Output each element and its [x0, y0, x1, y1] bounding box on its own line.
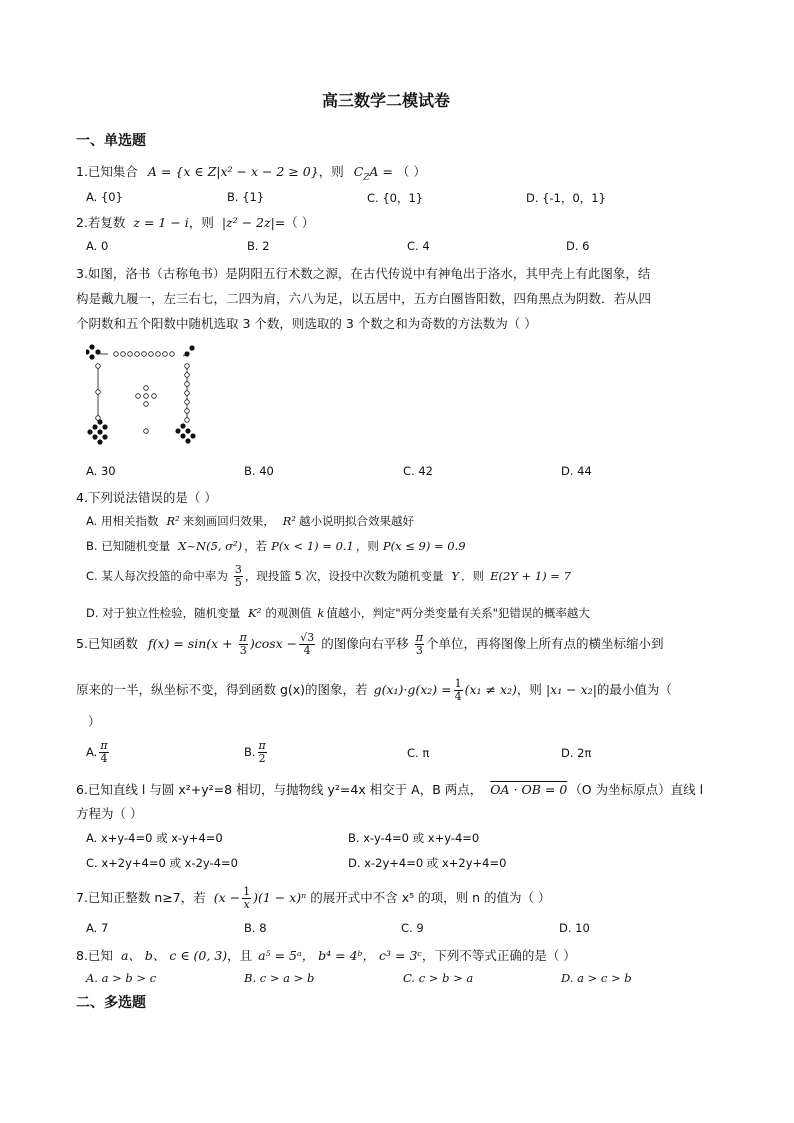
question-7-option-c[interactable]: C. 9: [401, 921, 424, 935]
question-8-option-d[interactable]: D. a > c > b: [561, 971, 632, 985]
question-3-line-3: 个阴数和五个阳数中随机选取 3 个数，则选取的 3 个数之和为奇数的方法数为（ ）: [76, 316, 537, 331]
question-3-option-a[interactable]: A. 30: [86, 464, 116, 478]
question-6-option-a[interactable]: A. x+y-4=0 或 x-y+4=0: [86, 831, 223, 845]
question-6-option-d[interactable]: D. x-2y+4=0 或 x+2y+4=0: [348, 856, 507, 870]
question-7-option-a[interactable]: A. 7: [86, 921, 109, 935]
luoshu-diagram: [86, 342, 206, 448]
question-6-option-c[interactable]: C. x+2y+4=0 或 x-2y-4=0: [86, 856, 238, 870]
question-2-option-b[interactable]: B. 2: [247, 239, 270, 253]
section-heading-single-choice: 一、单选题: [76, 133, 146, 149]
question-8-option-b[interactable]: B. c > a > b: [244, 971, 315, 985]
question-4-option-a[interactable]: A. 用相关指数 R² 来刻画回归效果， R² 越小说明拟合效果越好: [86, 514, 415, 528]
question-6-option-b[interactable]: B. x-y-4=0 或 x+y-4=0: [348, 831, 480, 845]
question-5-option-b[interactable]: B. $\frac{\pi}{2}$: [244, 739, 266, 765]
question-5-option-c[interactable]: C. π: [407, 746, 430, 760]
question-2-option-c[interactable]: C. 4: [407, 239, 430, 253]
section-heading-multiple-choice: 二、多选题: [76, 995, 146, 1011]
question-3-option-c[interactable]: C. 42: [403, 464, 433, 478]
question-4-option-b[interactable]: B. 已知随机变量 X~N(5, σ²) ，若 P(x < 1) = 0.1 ，则 P(x ≤ 9) = 0.9: [86, 539, 466, 553]
question-7-option-d[interactable]: D. 10: [559, 921, 590, 935]
question-7-stem: 7.已知正整数 n≥7，若 (x − $\frac{1}{x}$ )(1 − x)ⁿ 的展开式中不含 x⁵ 的项，则 n 的值为（ ）: [76, 885, 551, 911]
question-4-option-d[interactable]: D. 对于独立性检验，随机变量 K² 的观测值 k 值越小，判定"两分类变量有关系"犯错误的概率越大: [86, 606, 590, 620]
question-1-option-a[interactable]: A. {0}: [86, 190, 123, 204]
question-6-line-1: 6.已知直线 l 与圆 x²+y²=8 相切，与抛物线 y²=4x 相交于 A，B 两点， OA · OB = 0 （O 为坐标原点）直线 l: [76, 782, 704, 797]
question-4-stem: 4.下列说法错误的是（ ）: [76, 490, 217, 505]
question-1-stem: 1.已知集合 A = {x ∈ Z|x² − x − 2 ≥ 0}，则 $C_ZA$ = （ ）: [76, 164, 426, 183]
question-3-line-2: 构是戴九履一，左三右七，二四为肩，六八为足，以五居中，五方白圈皆阳数，四角黑点为阴数．若从四: [76, 291, 652, 306]
question-1-option-c[interactable]: C. {0，1}: [367, 191, 424, 205]
question-5-line-2: 原来的一半，纵坐标不变，得到函数 g(x)的图象，若 g(x₁)·g(x₂) = $\frac{1}{4}$ (x₁ ≠ x₂)，则 |x₁ − x₂|的最小值为（: [76, 677, 672, 703]
question-5-option-d[interactable]: D. 2π: [561, 746, 592, 760]
question-4-option-c[interactable]: C. 某人每次投篮的命中率为 $\frac{3}{5}$ ，现投篮 5 次，设投中次数为随机变量 Y ．则 E(2Y + 1) = 7: [86, 563, 571, 589]
question-8-option-a[interactable]: A. a > b > c: [86, 971, 157, 985]
question-6-line-2: 方程为（ ）: [76, 806, 143, 821]
question-2-stem: 2.若复数 z = 1 − i，则 |z² − 2z|=（ ）: [76, 215, 315, 230]
question-8-option-c[interactable]: C. c > b > a: [403, 971, 474, 985]
question-5-line-1: 5.已知函数 f(x) = sin(x + $\frac{\pi}{3}$ )cosx − $\frac{√3}{4}$ 的图像向右平移 $\frac{\pi}{3}$ 个单位，再将图像上所有点的横坐标缩小到: [76, 631, 664, 657]
question-1-option-b[interactable]: B. {1}: [227, 190, 265, 204]
page-title: 高三数学二模试卷: [322, 91, 451, 110]
question-5-line-3: ）: [88, 714, 101, 729]
question-3-option-b[interactable]: B. 40: [244, 464, 274, 478]
question-1-option-d[interactable]: D. {-1，0，1}: [526, 191, 606, 205]
question-7-option-b[interactable]: B. 8: [244, 921, 267, 935]
question-2-option-a[interactable]: A. 0: [86, 239, 109, 253]
question-2-option-d[interactable]: D. 6: [566, 239, 590, 253]
question-3-option-d[interactable]: D. 44: [561, 464, 592, 478]
question-8-stem: 8.已知 a、 b、 c ∈ (0, 3)，且 a⁵ = 5ᵃ， b⁴ = 4ᵇ， c³ = 3ᶜ，下列不等式正确的是（ ）: [76, 948, 576, 963]
question-5-option-a[interactable]: A. $\frac{\pi}{4}$: [86, 739, 108, 765]
question-3-line-1: 3.如图，洛书（古称龟书）是阴阳五行术数之源，在古代传说中有神龟出于洛水，其甲壳上有此图象，结: [76, 266, 651, 281]
